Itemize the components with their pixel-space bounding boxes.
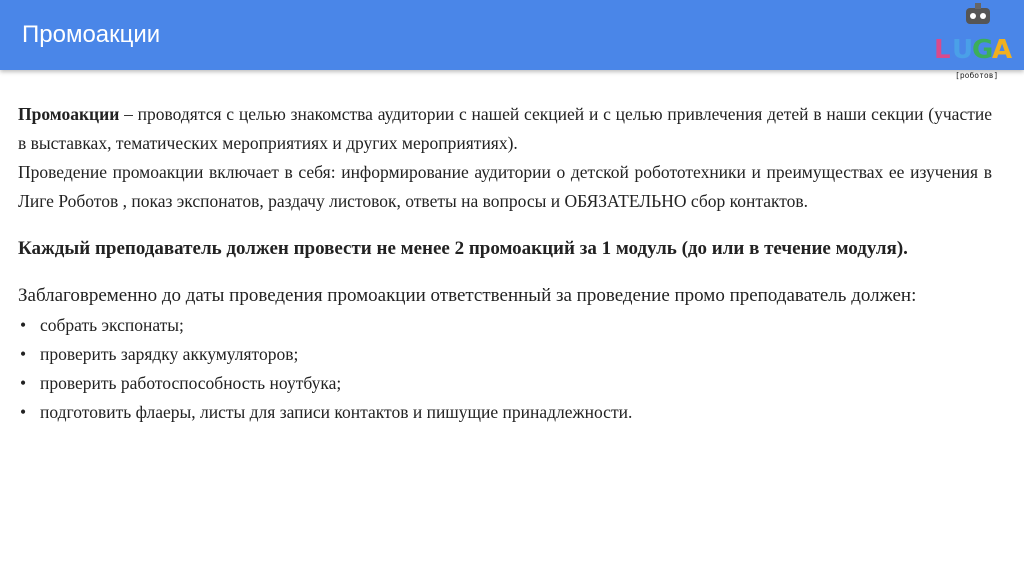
svg-text:A: A: [992, 35, 1013, 65]
preparation-paragraph: Заблаговременно до даты проведения промоакции ответственный за проведение промо преподаватель должен:: [18, 285, 917, 306]
intro-text: – проводятся с целью знакомства аудитории с нашей секцией и с целью привлечения детей в наши секции (участие в выставках, тематических мероприятиях и других мероприятиях).: [18, 104, 992, 153]
list-item: • подготовить флаеры, листы для записи контактов и пишущие принадлежности.: [18, 398, 992, 427]
bullet-icon: •: [20, 315, 27, 335]
svg-text:L: L: [934, 35, 951, 65]
svg-text:G: G: [972, 35, 994, 65]
preparation-list: [18, 311, 992, 427]
list-item: • проверить работоспособность ноутбука;: [18, 369, 992, 398]
header-bar: [0, 0, 1024, 70]
svg-text:U: U: [952, 35, 974, 65]
logo-caption: [роботов]: [955, 71, 999, 80]
page-title: Промоакции: [22, 21, 161, 48]
list-item: • проверить зарядку аккумуляторов;: [18, 340, 992, 369]
details-paragraph: Проведение промоакции включает в себя: информирование аудитории о детской робототехники и преимуществах ее изучения в Лиге Роботов , показ экспонатов, раздачу листовок, ответы на вопросы и ОБЯЗАТЕЛЬНО сбор контактов.: [18, 162, 992, 211]
intro-lead: Промоакции: [18, 104, 120, 124]
bullet-icon: •: [20, 402, 27, 422]
intro-paragraph: [18, 100, 992, 158]
bullet-icon: •: [20, 373, 27, 393]
slide-content: [18, 100, 992, 427]
bullet-icon: •: [20, 344, 27, 364]
list-item: • собрать экспонаты;: [18, 311, 992, 340]
requirement-paragraph: Каждый преподаватель должен провести не менее 2 промоакций за 1 модуль (до или в течение модуля).: [18, 238, 908, 259]
